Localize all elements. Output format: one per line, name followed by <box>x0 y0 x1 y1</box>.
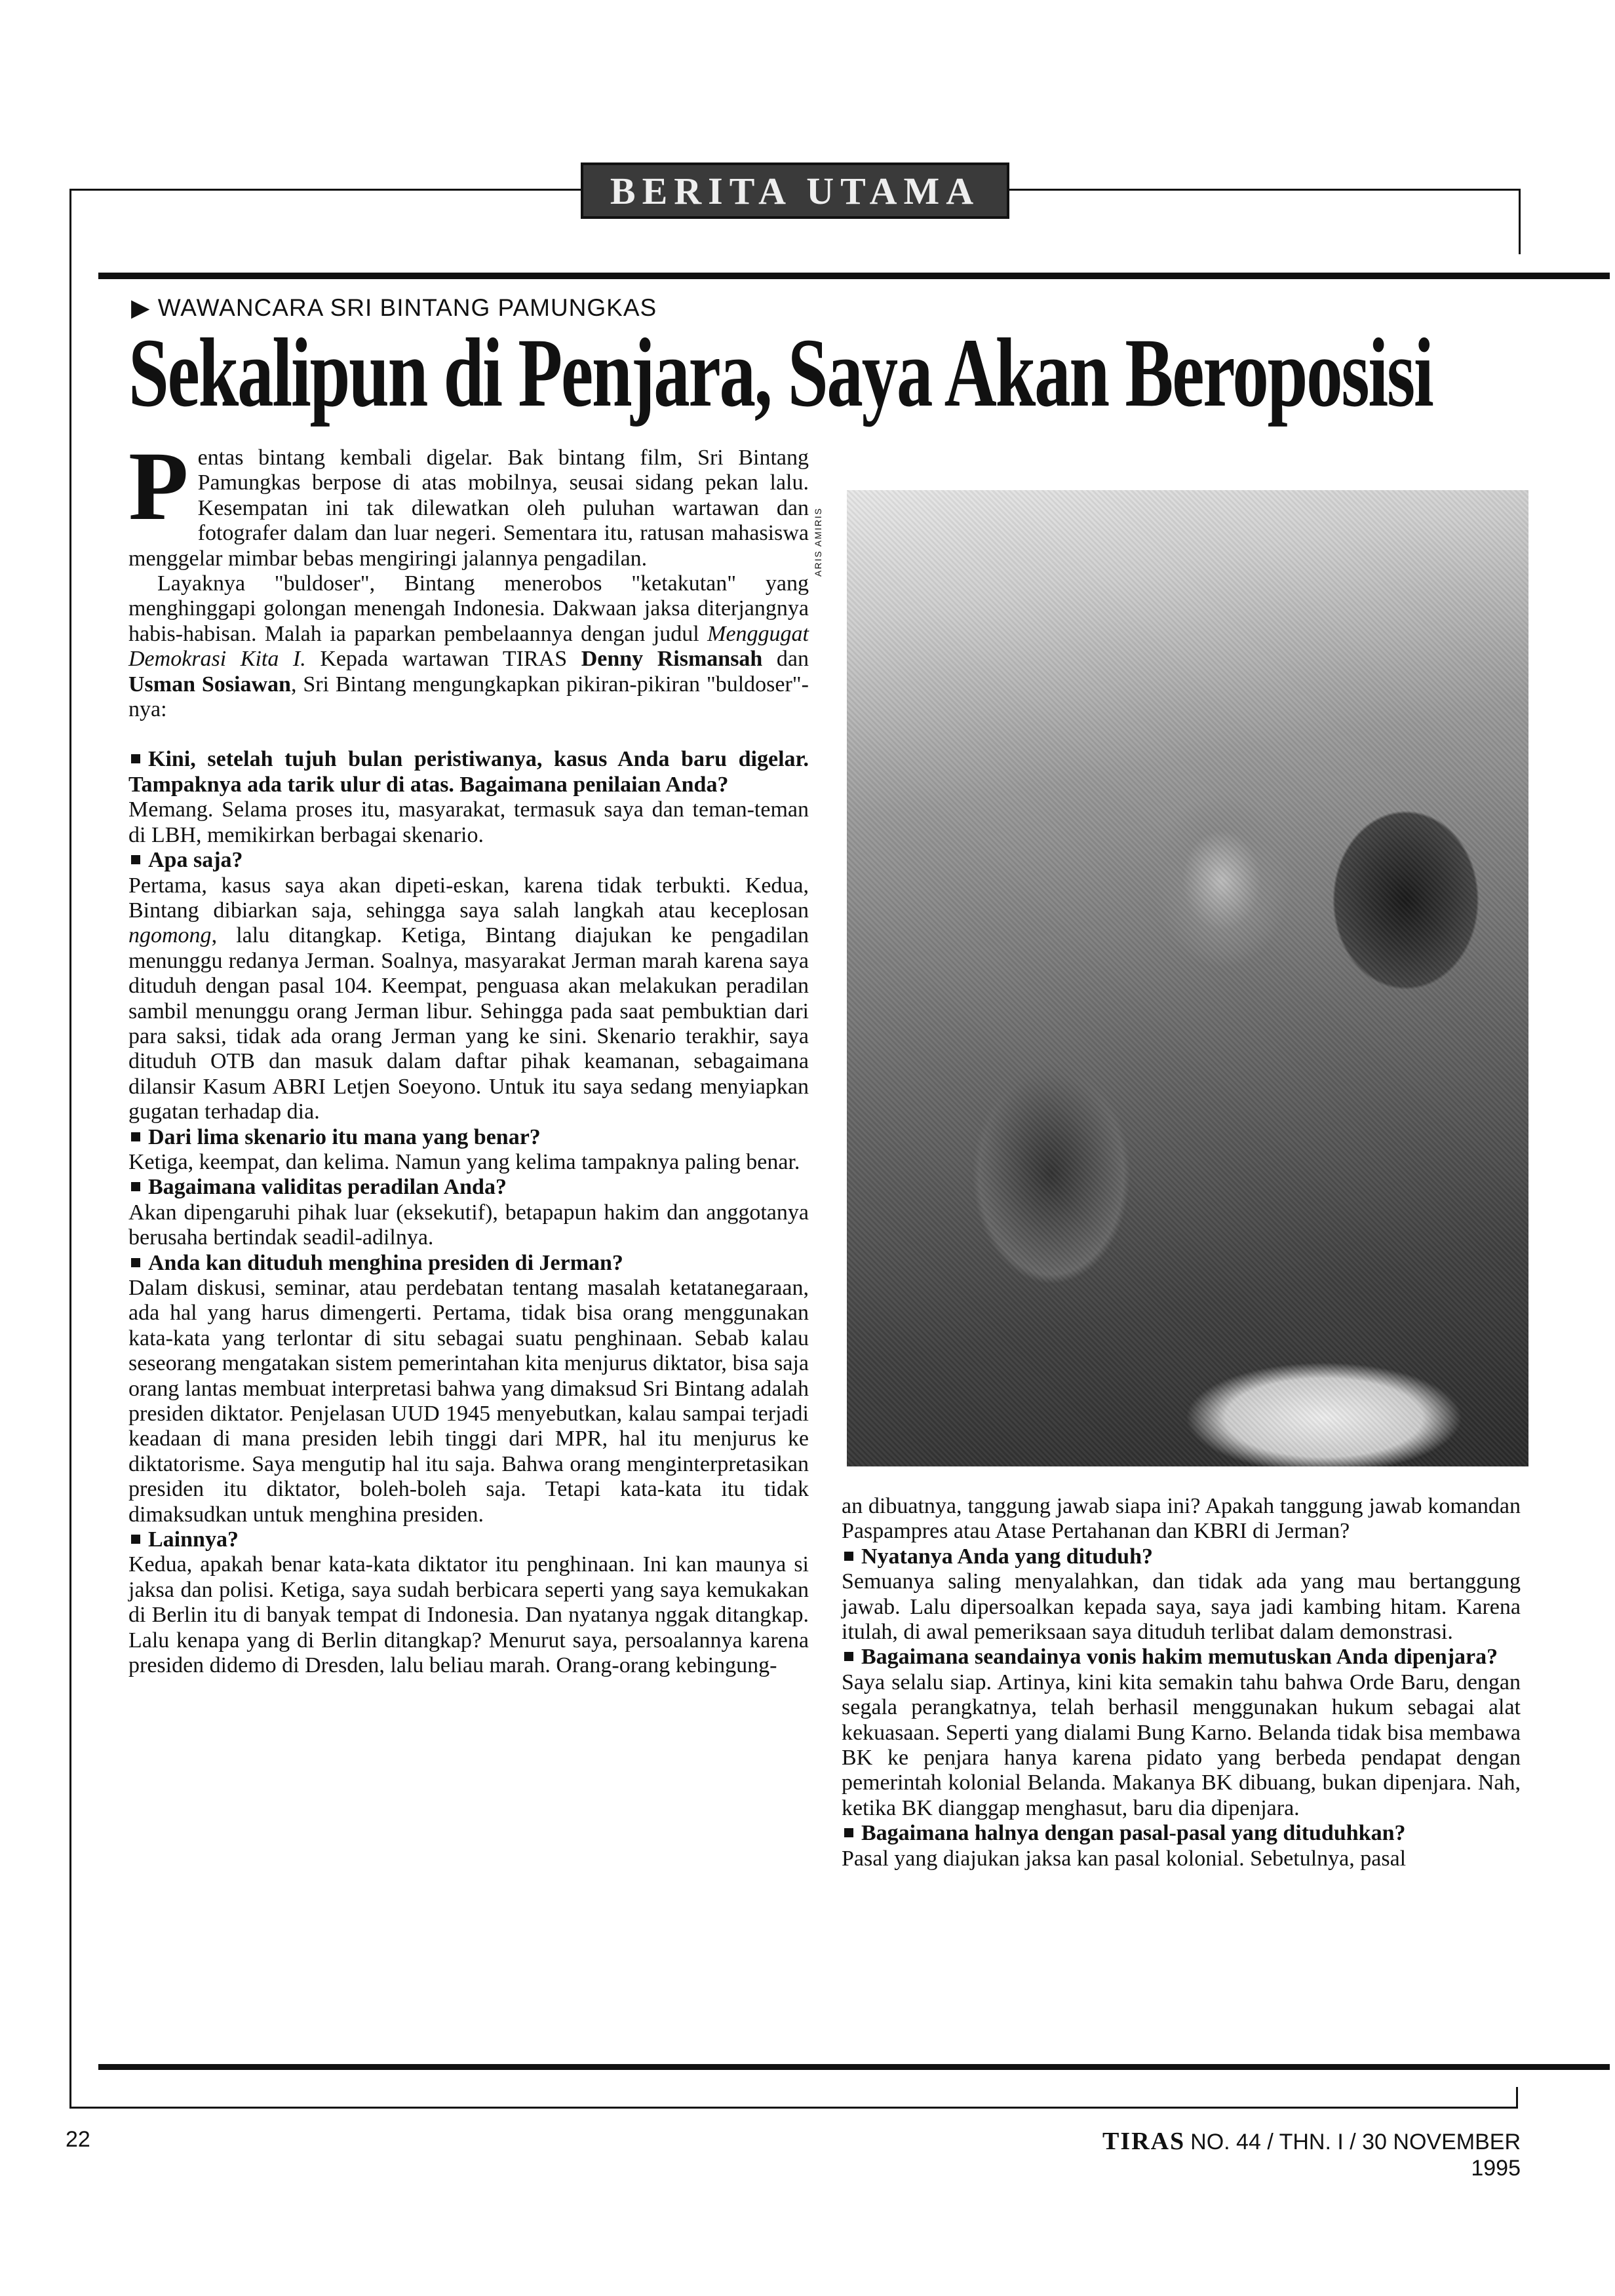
intro-paragraph-1 <box>128 432 809 571</box>
question <box>128 848 809 873</box>
question <box>128 1175 809 1200</box>
question-text: Anda kan dituduh menghina presiden di Jerman? <box>148 1250 623 1275</box>
answer: Dalam diskusi, seminar, atau perdebatan tentang masalah ketatanegaraan, ada hal yang harus dimengerti. Pertama, tidak bisa orang menggunakan kata-kata yang terlontar di situ sebagai suatu penghinaan. Sebab kalau seseorang mengatakan sistem pemerintahan kita menjurus diktator, bisa saja orang lantas membuat interpretasi bahwa yang dimaksud Sri Bintang adalah presiden diktator. Penjelasan UUD 1945 menyebutkan, kalau sampai terjadi keadaan di mana presiden lebih tinggi dari MPR, hal itu menjurus ke diktatorisme. Saya mengutip hal itu saja. Bahwa orang menginterpretasikan presiden itu diktator, boleh-boleh saja. Tetapi kata-kata itu tidak dimaksudkan untuk menghina presiden. <box>128 1276 809 1527</box>
bullet-square-icon <box>131 1182 140 1191</box>
bullet-square-icon <box>131 1258 140 1267</box>
drop-cap: P <box>128 432 189 541</box>
frame-line-bottom <box>69 2107 1518 2109</box>
answer: Memang. Selama proses itu, masyarakat, termasuk saya dan teman-teman di LBH, memikirkan berbagai skenario. <box>128 797 809 847</box>
frame-line-left <box>69 189 71 2109</box>
intro-text-2d: , Sri Bintang mengungkapkan pikiran-pikiran "buldoser"-nya: <box>128 672 809 722</box>
question-text: Bagaimana validitas peradilan Anda? <box>148 1175 507 1200</box>
bullet-square-icon <box>131 1132 140 1141</box>
intro-text-1: entas bintang kembali digelar. Bak bintang film, Sri Bintang Pamungkas berpose di atas mobilnya, seusai sidang pekan lalu. Kesempatan ini tak dilewatkan oleh puluhan wartawan dan fotografer dalam dan luar negeri. Sementara itu, ratusan mahasiswa menggelar mimbar bebas mengiringi jalannya pengadilan. <box>128 446 809 571</box>
answer-italic: ngomong <box>128 923 212 948</box>
reporter-name-2: Usman Sosiawan <box>128 672 291 697</box>
answer: Kedua, apakah benar kata-kata diktator itu penghinaan. Ini kan maunya si jaksa dan polisi. Ketiga, saya sudah berbicara seperti yang saya kemukakan di Berlin itu di banyak tempat di Indonesia. Dan nyatanya nggak ditangkap. Lalu kenapa yang di Berlin ditangkap? Menurut saya, persoalannya karena presiden didemo di Dresden, lalu beliau marah. Orang-orang kebingung- <box>128 1552 809 1678</box>
intro-text-2b: Kepada wartawan TIRAS <box>305 647 581 672</box>
question-text: Bagaimana seandainya vonis hakim memutuskan Anda dipenjara? <box>861 1645 1498 1670</box>
reporter-name-1: Denny Rismansah <box>581 647 763 672</box>
section-banner <box>581 163 1009 219</box>
question-text: Nyatanya Anda yang dituduh? <box>861 1544 1154 1569</box>
answer <box>128 873 809 1125</box>
intro-paragraph-2 <box>128 571 809 722</box>
frame-line-bottom-right <box>1516 2087 1518 2109</box>
question <box>128 1251 809 1276</box>
intro-text-2c: dan <box>762 647 809 672</box>
answer: an dibuatnya, tanggung jawab siapa ini? Apakah tanggung jawab komandan Paspampres atau Atase Pertahanan dan KBRI di Jerman? <box>842 1494 1521 1544</box>
question <box>842 1821 1521 1846</box>
question <box>128 1125 809 1150</box>
answer: Saya selalu siap. Artinya, kini kita semakin tahu bahwa Orde Baru, dengan segala perangkatnya, telah berhasil menggunakan hukum sebagai alat kekuasaan. Seperti yang dialami Bung Karno. Belanda tidak bisa membawa BK ke penjara hanya karena pidato yang berbeda pendapat dengan pemerintah kolonial Belanda. Makanya BK dibuang, bukan dipenjara. Nah, ketika BK dianggap menghasut, baru dia dipenjara. <box>842 1670 1521 1820</box>
intro-text-2a: Layaknya "buldoser", Bintang menerobos "ketakutan" yang menghinggapi golongan menengah Indonesia. Dakwaan jaksa diterjangnya habis-habisan. Malah ia paparkan pembelaannya dengan judul <box>128 571 809 646</box>
bottom-rule <box>98 2064 1610 2070</box>
page-number: 22 <box>66 2127 90 2152</box>
question-text: Apa saja? <box>148 848 243 873</box>
question <box>842 1544 1521 1569</box>
top-rule <box>98 273 1610 279</box>
magazine-name: TIRAS <box>1102 2128 1186 2155</box>
answer-text: Pertama, kasus saya akan dipeti-eskan, karena tidak terbukti. Kedua, Bintang dibiarkan saja, sehingga saya salah langkah atau keceplosan <box>128 873 809 923</box>
answer-text: , lalu ditangkap. Ketiga, Bintang diajukan ke pengadilan menunggu redanya Jerman. Soalnya, masyarakat Jerman marah karena saya dituduh dengan pasal 104. Keempat, penguasa akan melakukan peradilan sambil menunggu orang Jerman libur. Sehingga pada saat pembuktian dari para saksi, tidak ada orang Jerman yang ke sini. Skenario terakhir, saya dituduh OTB dan masuk dalam daftar pihak keamanan, sebagaimana dilansir Kasum ABRI Letjen Soeyono. Untuk itu saya sedang menyiapkan gugatan terhadap dia. <box>128 923 809 1124</box>
answer: Semuanya saling menyalahkan, dan tidak ada yang mau bertanggung jawab. Lalu dipersoalkan kepada saya, saya jadi kambing hitam. Karena itulah, di awal pemeriksaan saya dituduh terlibat dalam demonstrasi. <box>842 1569 1521 1645</box>
frame-line-right <box>1519 189 1521 254</box>
bullet-square-icon <box>131 754 140 763</box>
bullet-square-icon <box>844 1828 853 1837</box>
footer-issue-line <box>1049 2127 1521 2181</box>
answer: Pasal yang diajukan jaksa kan pasal kolonial. Sebetulnya, pasal <box>842 1846 1407 1871</box>
question-text: Dari lima skenario itu mana yang benar? <box>148 1124 541 1149</box>
section-label: BERITA UTAMA <box>610 169 981 212</box>
frame-line-top-left <box>69 189 581 191</box>
photo-credit: ARIS AMIRIS <box>813 507 823 577</box>
question <box>128 747 809 797</box>
headline: Sekalipun di Penjara, Saya Akan Beroposisi <box>128 318 1433 427</box>
answer: Ketiga, keempat, dan kelima. Namun yang kelima tampaknya paling benar. <box>128 1149 800 1174</box>
courtroom-photo <box>847 490 1528 1466</box>
pleading-title: Menggugat Demokrasi Kita I. <box>128 621 809 672</box>
bullet-square-icon <box>844 1652 853 1661</box>
question <box>128 1527 809 1552</box>
kicker: ▶ WAWANCARA SRI BINTANG PAMUNGKAS <box>131 294 657 321</box>
question <box>842 1645 1521 1670</box>
bullet-square-icon <box>131 1535 140 1544</box>
article-column-right <box>842 1494 1521 1871</box>
article-column-left <box>128 432 809 1679</box>
question-text: Kini, setelah tujuh bulan peristiwanya, kasus Anda baru digelar. Tampaknya ada tarik ulur di atas. Bagaimana penilaian Anda? <box>128 747 809 797</box>
bullet-square-icon <box>844 1552 853 1561</box>
frame-line-top-right <box>1009 189 1521 191</box>
bullet-square-icon <box>131 855 140 864</box>
issue-info: NO. 44 / THN. I / 30 NOVEMBER 1995 <box>1190 2130 1521 2181</box>
question-text: Lainnya? <box>148 1527 239 1552</box>
question-text: Bagaimana halnya dengan pasal-pasal yang dituduhkan? <box>861 1821 1406 1846</box>
answer: Akan dipengaruhi pihak luar (eksekutif), betapapun hakim dan anggotanya berusaha bertindak seadil-adilnya. <box>128 1200 809 1250</box>
spacer <box>128 722 809 747</box>
